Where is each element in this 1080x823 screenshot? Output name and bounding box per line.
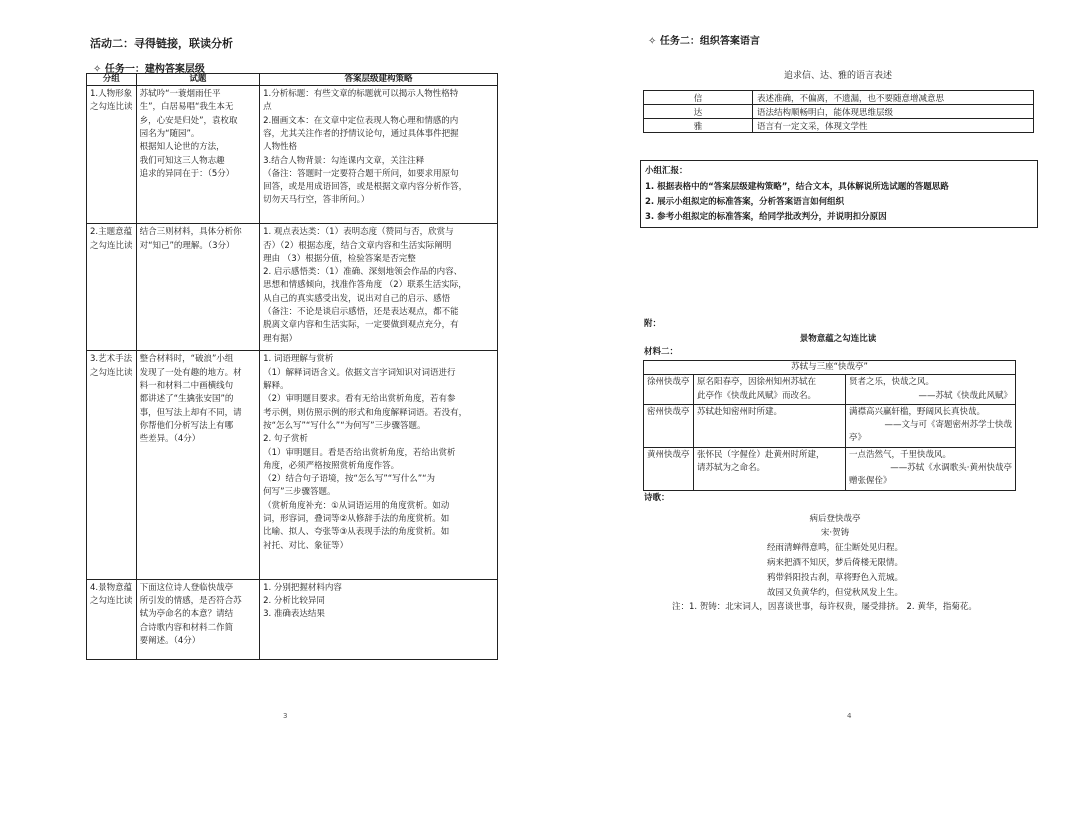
cell-line: 生”，白居易唱“我生本无: [139, 102, 234, 113]
group-cell: [87, 224, 137, 351]
cell-line: 3.结合人物背景：勾连课内文章，关注注释: [263, 155, 425, 166]
cell-line: ——苏轼《水调歌头·黄州快哉亭: [890, 463, 1012, 474]
cell-line: 1. 分别把握材料内容: [263, 582, 342, 593]
cell-line: 4.景物意蕴: [90, 582, 133, 593]
quote-cell: [846, 447, 1016, 490]
diamond-icon: ✧: [93, 64, 102, 75]
cell-line: ——文与可《寄题密州苏学士快哉: [884, 420, 1012, 431]
cell-line: 整合材料时，“破浪”小组: [139, 354, 234, 365]
table-header-row: [87, 74, 498, 86]
cell-line: 原名阳春亭，因徐州知州苏轼在: [697, 377, 817, 388]
cell-line: 脱离文章内容和生活实际，一定要做到观点充分，有: [263, 320, 459, 331]
cell-line: 思想和情感倾向，找准作答角度 （2）联系生活实际，: [263, 280, 467, 291]
question-cell: [136, 86, 260, 224]
criteria-desc: 语法结构顺畅明白，能体现思维层级: [753, 105, 1034, 119]
cell-line: 张怀民（字偓佺）赴黄州时所建，: [697, 449, 825, 460]
cell-line: 点: [263, 102, 272, 113]
cell-line: 合诗歌内容和材料二作简: [139, 622, 234, 633]
cell-line: 根据知人论世的方法，: [139, 142, 225, 153]
cell-line: 比喻、拟人、夸张等③从表现手法的角度赏析。如: [263, 527, 450, 538]
cell-line: 苏轼吟“一蓑烟雨任平: [139, 89, 221, 100]
place-cell: 密州快哉亭: [644, 404, 694, 447]
poem-label: 诗歌：: [644, 493, 670, 503]
table-row: [87, 86, 498, 224]
place-cell: 黄州快哉亭: [644, 447, 694, 490]
cell-line: 3. 准确表达结果: [263, 609, 325, 620]
group-report-box: [640, 160, 1038, 228]
appendix-label: 附：: [644, 319, 662, 329]
question-cell: [136, 351, 260, 579]
cell-line: 回答，或是用成语回答，或是根据文章内容分析作答，: [263, 182, 468, 193]
group-cell: [87, 579, 137, 659]
origin-cell: [694, 404, 846, 447]
strategy-cell: [260, 86, 498, 224]
strategy-cell: [260, 224, 498, 351]
cell-line: 切勿天马行空，答非所问。）: [263, 195, 370, 206]
cell-line: 结合三则材料，具体分析你: [139, 227, 242, 238]
poem-line: 经雨清蝉得意鸣，征尘断处见归程。: [766, 543, 903, 553]
cell-line: 你帮他们分析写法上有哪: [139, 420, 234, 431]
cell-line: 1.分析标题：有些文章的标题就可以揭示人物性格特: [263, 89, 459, 100]
table-row: [644, 447, 1016, 490]
cell-line: 1. 词语理解与赏析: [263, 354, 334, 365]
criteria-desc: 语言有一定文采，体现文学性: [753, 119, 1034, 133]
cell-line: 此亭作《快哉此风赋》而改名。: [697, 390, 817, 401]
cell-line: （赏析角度补充：①从词语运用的角度赏析。如动: [263, 500, 450, 511]
cell-line: 2.圈画文本：在文章中定位表现人物心理和情感的内: [263, 115, 459, 126]
poem-line: 鸦带斜阳投古刹，草将野色入荒城。: [766, 573, 903, 583]
table-row: [644, 91, 1034, 105]
cell-line: 对“知己”的理解。（3分）: [139, 240, 235, 251]
cell-line: 要阐述。（4分）: [139, 636, 201, 647]
cell-line: 所引发的情感，是否符合苏: [139, 596, 242, 607]
place-cell: 徐州快哉亭: [644, 375, 694, 405]
cell-line: 否）（2）根据态度，结合文章内容和生活实际阐明: [263, 240, 452, 251]
cell-line: 一点浩然气，千里快哉风。: [849, 449, 952, 460]
material-table-title: 苏轼与三座“快哉亭”: [644, 361, 1016, 375]
cell-line: （备注：答题时一定要符合题干所问，如要求用原句: [263, 168, 459, 179]
cell-line: 园名为“随园”。: [139, 128, 200, 139]
cell-line: 料一和材料二中画横线句: [139, 381, 234, 392]
cell-line: 何写”三步骤答题。: [263, 487, 336, 498]
header-cell: 分组: [87, 74, 137, 86]
cell-line: （1）解释词语含义。依据文言字词知识对词语进行: [263, 367, 456, 378]
task-title: 任务二：组织答案语言: [659, 36, 760, 47]
cell-line: 下面这位诗人登临快哉亭: [139, 582, 234, 593]
cell-line: 人物性格: [263, 142, 298, 153]
question-cell: [136, 224, 260, 351]
cell-line: （1）审明题目。看是否给出赏析角度，若给出赏析: [263, 447, 456, 458]
cell-line: 亭》: [849, 433, 867, 444]
cell-line: 赠张偓佺》: [849, 476, 892, 487]
criteria-table: [643, 90, 1034, 133]
cell-line: 按“怎么写”“写什么”“为何写”三步骤答题。: [263, 420, 426, 431]
cell-line: 些差异。（4分）: [139, 434, 201, 445]
cell-line: 词，形容词，叠词等②从修辞手法的角度赏析。如: [263, 514, 450, 525]
diamond-icon: ✧: [648, 36, 657, 47]
table-row: [644, 105, 1034, 119]
cell-line: （2）结合句子语境，按“怎么写”“写什么”“为: [263, 474, 436, 485]
table-row: [644, 119, 1034, 133]
cell-line: 发现了一处有趣的地方。材: [139, 367, 242, 378]
cell-line: 追求的异同在于：（5分）: [139, 168, 235, 179]
header-cell: 试题: [136, 74, 260, 86]
criteria-key: 达: [644, 105, 753, 119]
task-title: 任务一：建构答案层级: [104, 64, 205, 75]
cell-line: 理由 （3）根据分值，检验答案是否完整: [263, 253, 416, 264]
cell-line: 事，但写法上却有不同，请: [139, 407, 242, 418]
cell-line: 2. 句子赏析: [263, 434, 308, 445]
cell-line: 解释。: [263, 381, 289, 392]
cell-line: 之勾连比读: [90, 596, 133, 607]
group-cell: [87, 351, 137, 579]
cell-line: 我们可知这三人物志趣: [139, 155, 225, 166]
quote-cell: [846, 375, 1016, 405]
cell-line: 衬托、对比、象征等）: [263, 540, 349, 551]
material-label: 材料二：: [644, 347, 679, 357]
poem-author: 宋·贺铸: [820, 528, 850, 538]
cell-line: 2. 分析比较异同: [263, 596, 325, 607]
page-number: 3: [283, 712, 288, 720]
cell-line: 请苏轼为之命名。: [697, 463, 766, 474]
cell-line: 之勾连比读: [90, 240, 133, 251]
report-item: 3. 参考小组拟定的标准答案，给同学批改判分，并说明扣分原因: [645, 212, 887, 222]
poem-line: 病来把酒不知厌，梦后倚楼无限情。: [766, 558, 903, 568]
table-row: [87, 351, 498, 579]
table-row: [644, 375, 1016, 405]
cell-line: 理有据）: [263, 333, 298, 344]
table-row: [644, 404, 1016, 447]
report-item: 1. 根据表格中的“答案层级建构策略”，结合文本，具体解说所选试题的答题思路: [645, 182, 949, 192]
poem-title: 病后登快哉亭: [809, 514, 861, 524]
table-row: [87, 579, 498, 659]
cell-line: 从自己的真实感受出发，说出对自己的启示、感悟: [263, 293, 451, 304]
cell-line: 轼为亭命名的本意？请结: [139, 609, 234, 620]
answer-level-table: [86, 73, 498, 660]
cell-line: 2. 启示感悟类：（1）准确、深刻地领会作品的内容、: [263, 267, 463, 278]
page-number: 4: [847, 712, 852, 720]
header-cell: 答案层级建构策略: [260, 74, 498, 86]
question-cell: [136, 579, 260, 659]
report-item: 2. 展示小组拟定的标准答案，分析答案语言如何组织: [645, 197, 845, 207]
criteria-key: 信: [644, 91, 753, 105]
subtitle: 追求信、达、雅的语言表述: [783, 71, 892, 81]
right-page: [540, 0, 1080, 823]
cell-line: 2.主题意蕴: [90, 227, 133, 238]
criteria-desc: 表述准确，不偏离，不遗漏，也不要随意增减意思: [753, 91, 1034, 105]
cell-line: 容，尤其关注作者的抒情议论句，通过具体事件把握: [263, 128, 459, 139]
poem-line: 故园又负黄华约，但觉秋风发上生。: [766, 588, 903, 598]
table-row: [87, 224, 498, 351]
cell-line: （2）审明题目要求。看有无给出赏析角度，若有参: [263, 394, 456, 405]
origin-cell: [694, 447, 846, 490]
report-title: 小组汇报：: [645, 166, 688, 176]
cell-line: 考示例，则仿照示例的形式和角度解释词语。若没有，: [263, 407, 468, 418]
cell-line: 1.人物形象: [90, 89, 133, 100]
activity-title: 活动二：寻得链接，联读分析: [90, 37, 233, 50]
cell-line: 角度，必须严格按照赏析角度作答。: [263, 460, 400, 471]
appendix-title: 景物意蕴之勾连比读: [799, 334, 877, 344]
quote-cell: [846, 404, 1016, 447]
group-cell: [87, 86, 137, 224]
cell-line: 3.艺术手法: [90, 354, 133, 365]
origin-cell: [694, 375, 846, 405]
table-header-row: [644, 361, 1016, 375]
cell-line: 都讲述了“生擒张安国”的: [139, 394, 234, 405]
cell-line: 1. 观点表达类：（1）表明态度（赞同与否，欣赏与: [263, 227, 454, 238]
cell-line: 满襟高兴赢轩槛，野阔风长真快哉。: [849, 406, 986, 417]
cell-line: （备注：不论是谈启示感悟，还是表达观点，都不能: [263, 307, 459, 318]
poem-note: 注：1. 贺铸：北宋词人，因喜谈世事，每许权贵，屡受排挤。 2. 黄华，指菊花。: [672, 602, 977, 612]
cell-line: 之勾连比读: [90, 102, 133, 113]
cell-line: ——苏轼《快哉此风赋》: [918, 390, 1012, 401]
criteria-key: 雅: [644, 119, 753, 133]
material-table: [643, 360, 1016, 491]
strategy-cell: [260, 579, 498, 659]
cell-line: 乡，心安是归处”，袁枚取: [139, 115, 238, 126]
strategy-cell: [260, 351, 498, 579]
cell-line: 苏轼赴知密州时所建。: [697, 406, 783, 417]
cell-line: 贤者之乐，快哉之风。: [849, 377, 935, 388]
cell-line: 之勾连比读: [90, 367, 133, 378]
